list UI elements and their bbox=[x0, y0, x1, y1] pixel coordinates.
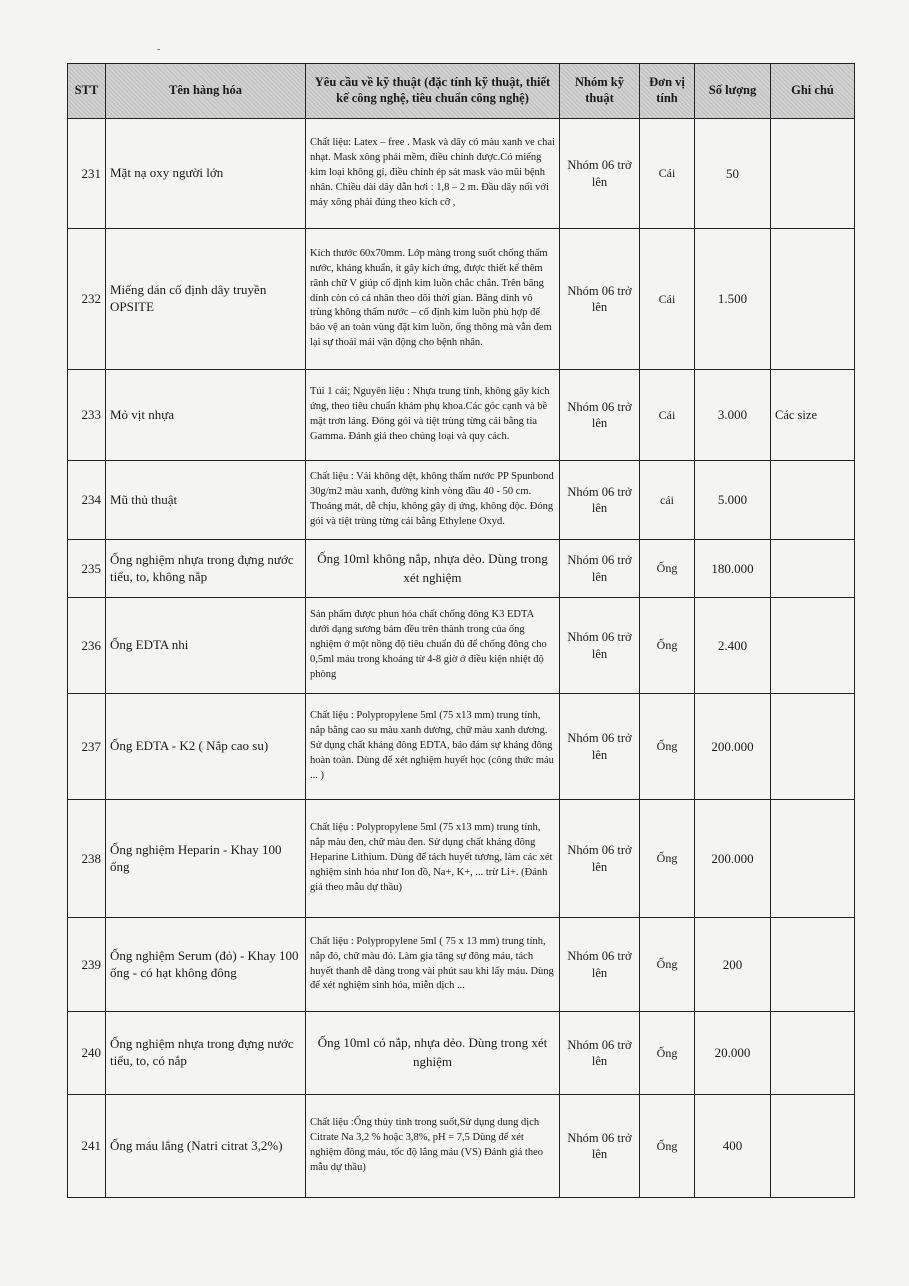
table-row bbox=[68, 540, 855, 598]
row-note bbox=[771, 1095, 855, 1198]
row-unit: Ống bbox=[640, 694, 695, 800]
row-name: Mặt nạ oxy người lớn bbox=[106, 119, 306, 229]
row-note bbox=[771, 918, 855, 1012]
row-name: Ống nghiệm Serum (đỏ) - Khay 100 ống - có hạt không đông bbox=[106, 918, 306, 1012]
table-row bbox=[68, 1095, 855, 1198]
row-qty: 200.000 bbox=[695, 800, 771, 918]
row-name: Ống nghiệm Heparin - Khay 100 ống bbox=[106, 800, 306, 918]
row-spec: Ống 10ml không nắp, nhựa dẻo. Dùng trong xét nghiệm bbox=[306, 540, 560, 598]
row-unit: Cái bbox=[640, 119, 695, 229]
header-note: Ghi chú bbox=[771, 64, 855, 119]
technical-spec-table bbox=[67, 63, 855, 1198]
row-spec: Chất liệu : Polypropylene 5ml ( 75 x 13 mm) trung tính, nắp đỏ, chữ màu đỏ. Làm gia tăng sự đông máu, tách huyết thanh dễ dàng trong vài phút sau khi lấy máu. Dùng để xét nghiệm sinh hóa, miễn dịch ... bbox=[306, 918, 560, 1012]
row-group: Nhóm 06 trở lên bbox=[560, 540, 640, 598]
row-qty: 50 bbox=[695, 119, 771, 229]
row-name: Mũ thủ thuật bbox=[106, 461, 306, 540]
row-stt: 236 bbox=[68, 598, 106, 694]
row-group: Nhóm 06 trở lên bbox=[560, 1012, 640, 1095]
row-qty: 2.400 bbox=[695, 598, 771, 694]
row-qty: 20.000 bbox=[695, 1012, 771, 1095]
row-qty: 400 bbox=[695, 1095, 771, 1198]
row-note bbox=[771, 119, 855, 229]
table-header-row bbox=[68, 64, 855, 119]
table-row bbox=[68, 598, 855, 694]
row-stt: 238 bbox=[68, 800, 106, 918]
table-row bbox=[68, 1012, 855, 1095]
row-unit: Ống bbox=[640, 800, 695, 918]
row-qty: 1.500 bbox=[695, 229, 771, 370]
row-group: Nhóm 06 trở lên bbox=[560, 229, 640, 370]
row-stt: 233 bbox=[68, 370, 106, 461]
row-stt: 235 bbox=[68, 540, 106, 598]
header-qty: Số lượng bbox=[695, 64, 771, 119]
row-group: Nhóm 06 trở lên bbox=[560, 119, 640, 229]
table-row bbox=[68, 229, 855, 370]
row-stt: 241 bbox=[68, 1095, 106, 1198]
row-note bbox=[771, 229, 855, 370]
row-note: Các size bbox=[771, 370, 855, 461]
row-spec: Chất liệu : Vải không dệt, không thấm nước PP Spunbond 30g/m2 màu xanh, đường kính vòng đầu 40 - 50 cm. Thoáng mát, dễ chịu, không gây dị ứng, không độc. Đóng gói và tiệt trùng từng cái bằng Ethylene Oxyd. bbox=[306, 461, 560, 540]
row-group: Nhóm 06 trở lên bbox=[560, 370, 640, 461]
table-row bbox=[68, 370, 855, 461]
row-note bbox=[771, 540, 855, 598]
row-qty: 3.000 bbox=[695, 370, 771, 461]
row-spec: Túi 1 cái; Nguyên liệu : Nhựa trung tính, không gây kích ứng, theo tiêu chuẩn khám phụ khoa.Các góc cạnh và bề mặt trơn láng. Đóng gói và tiệt trùng từng cái bằng tia Gamma. Đánh giá theo chủng loại và quy cách. bbox=[306, 370, 560, 461]
row-note bbox=[771, 694, 855, 800]
table-row bbox=[68, 800, 855, 918]
page-mark: - bbox=[157, 44, 161, 55]
row-group: Nhóm 06 trở lên bbox=[560, 800, 640, 918]
row-note bbox=[771, 461, 855, 540]
row-note bbox=[771, 598, 855, 694]
row-unit: Ống bbox=[640, 918, 695, 1012]
row-qty: 200.000 bbox=[695, 694, 771, 800]
header-unit: Đơn vị tính bbox=[640, 64, 695, 119]
row-name: Ống EDTA - K2 ( Nắp cao su) bbox=[106, 694, 306, 800]
row-qty: 200 bbox=[695, 918, 771, 1012]
table-row bbox=[68, 918, 855, 1012]
header-stt: STT bbox=[68, 64, 106, 119]
row-spec: Sản phẩm được phun hóa chất chống đông K3 EDTA dưới dạng sương bám đều trên thành trong của ống nghiệm ở một nồng độ tiêu chuẩn đủ để chống đông cho 0,5ml máu trong khoảng từ 4-8 giờ ở điều kiện nhiệt độ phòng bbox=[306, 598, 560, 694]
row-note bbox=[771, 800, 855, 918]
row-name: Ống nghiệm nhựa trong đựng nước tiểu, to, có nắp bbox=[106, 1012, 306, 1095]
row-unit: Cái bbox=[640, 370, 695, 461]
row-qty: 180.000 bbox=[695, 540, 771, 598]
header-spec: Yêu cầu về kỹ thuật (đặc tính kỹ thuật, thiết kế công nghệ, tiêu chuẩn công nghệ) bbox=[306, 64, 560, 119]
row-stt: 237 bbox=[68, 694, 106, 800]
row-stt: 231 bbox=[68, 119, 106, 229]
row-spec: Ống 10ml có nắp, nhựa dẻo. Dùng trong xét nghiệm bbox=[306, 1012, 560, 1095]
row-stt: 234 bbox=[68, 461, 106, 540]
row-group: Nhóm 06 trở lên bbox=[560, 918, 640, 1012]
table-row bbox=[68, 461, 855, 540]
row-stt: 232 bbox=[68, 229, 106, 370]
row-unit: Ống bbox=[640, 598, 695, 694]
row-group: Nhóm 06 trở lên bbox=[560, 694, 640, 800]
row-name: Miếng dán cố định dây truyền OPSITE bbox=[106, 229, 306, 370]
header-name: Tên hàng hóa bbox=[106, 64, 306, 119]
row-name: Ống máu lắng (Natri citrat 3,2%) bbox=[106, 1095, 306, 1198]
row-unit: Cái bbox=[640, 229, 695, 370]
row-unit: Ống bbox=[640, 1095, 695, 1198]
row-spec: Chất liệu : Polypropylene 5ml (75 x13 mm) trung tính, nắp màu đen, chữ màu đen. Sử dụng chất kháng đông Heparine Lithium. Dùng để tách huyết tương, làm các xét nghiệm sinh hóa như Ion đồ, Na+, K+, ... trừ Li+. (Đánh giá theo mẫu dự thầu) bbox=[306, 800, 560, 918]
row-name: Ống EDTA nhi bbox=[106, 598, 306, 694]
table-row bbox=[68, 119, 855, 229]
row-stt: 239 bbox=[68, 918, 106, 1012]
row-note bbox=[771, 1012, 855, 1095]
row-name: Ống nghiệm nhựa trong đựng nước tiểu, to, không nắp bbox=[106, 540, 306, 598]
row-spec: Kích thước 60x70mm. Lớp màng trong suốt chống thấm nước, kháng khuẩn, ít gây kích ứng, được thiết kế thêm rãnh chữ V giúp cố định kim luồn chắc chắn. Trên băng dính còn có cá nhân theo dõi thời gian. Băng dính vô trùng không thấm nước – cố định kim luồn phù hợp để bảo vệ an toàn vùng đặt kim luồn, ống thông mà vẫn đem lại sự thoải mái vận động cho bệnh nhân. bbox=[306, 229, 560, 370]
row-spec: Chất liệu :Ống thủy tinh trong suốt,Sử dụng dung dịch Citrate Na 3,2 % hoặc 3,8%, pH = 7,5 Dùng để xét nghiệm đông máu, tốc độ lắng máu (VS) Đánh giá theo mẫu dự thầu) bbox=[306, 1095, 560, 1198]
row-spec: Chất liệu : Polypropylene 5ml (75 x13 mm) trung tính, nắp bằng cao su màu xanh dương, chữ màu xanh dương. Sử dụng chất kháng đông EDTA, bảo đảm sự kháng đông hoàn toàn. Dùng để xét nghiệm huyết học (công thức máu ... ) bbox=[306, 694, 560, 800]
row-name: Mỏ vịt nhựa bbox=[106, 370, 306, 461]
row-stt: 240 bbox=[68, 1012, 106, 1095]
row-unit: Ống bbox=[640, 1012, 695, 1095]
row-qty: 5.000 bbox=[695, 461, 771, 540]
row-unit: cái bbox=[640, 461, 695, 540]
row-unit: Ống bbox=[640, 540, 695, 598]
table-row bbox=[68, 694, 855, 800]
row-group: Nhóm 06 trở lên bbox=[560, 461, 640, 540]
row-group: Nhóm 06 trở lên bbox=[560, 1095, 640, 1198]
row-spec: Chất liệu: Latex – free . Mask và dây có màu xanh ve chai nhạt. Mask xông phải mềm, điều chỉnh được.Có miếng kim loại không gỉ, điều chỉnh ép sát mask vào mũi bệnh nhân. Chiều dài dây dẫn hơi : 1,8 – 2 m. Đầu dây nối với máy xông phải đúng theo kích cỡ , bbox=[306, 119, 560, 229]
header-group: Nhóm kỹ thuật bbox=[560, 64, 640, 119]
row-group: Nhóm 06 trở lên bbox=[560, 598, 640, 694]
